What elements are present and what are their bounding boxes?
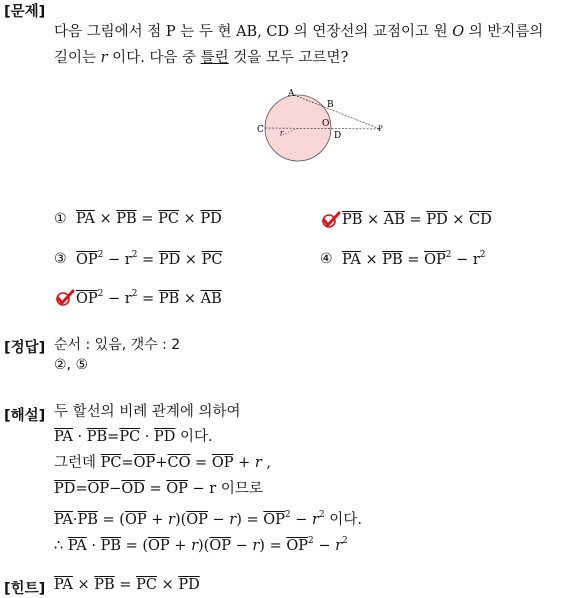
label-a: A xyxy=(288,89,295,99)
answer-label: [정답] xyxy=(4,340,46,356)
check-mark-icon xyxy=(54,289,76,307)
label-b: B xyxy=(327,100,334,110)
option-1-marker: ① xyxy=(54,211,67,227)
check-mark-icon xyxy=(320,211,342,229)
option-1-text: $\overline{PA} \times \overline{PB} = \overline{PC} \times \overline{PD}$ xyxy=(76,211,222,227)
explanation-label: [해설] xyxy=(4,408,46,424)
problem-line-1: 다음 그림에서 점 P 는 두 현 AB, CD 의 연장선의 교점이고 원 O 의 반지름의 xyxy=(54,24,544,40)
problem-line-2: 길이는 r 이다. 다음 중 틀린 것을 모두 고르면? xyxy=(54,50,349,66)
option-5-text: $\overline{OP}^2 - r^2 = \overline{PB} \times \overline{AB}$ xyxy=(76,289,222,307)
explanation-line-3: 그런데 $\overline{PC}=\overline{OP}+\overline{CO} = \overline{OP} + r$ , xyxy=(54,455,272,471)
option-3-marker: ③ xyxy=(54,251,67,267)
label-c: C xyxy=(257,125,264,135)
option-2[interactable] xyxy=(320,211,492,229)
explanation-line-4: $\overline{PD}=\overline{OP}-\overline{OD} = \overline{OP} - r$ 이므로 xyxy=(54,481,263,497)
option-4-text: $\overline{PA} \times \overline{PB} = \overline{OP}^2 - r^2$ xyxy=(342,250,486,268)
label-o: O xyxy=(322,119,330,129)
explanation-line-6: ∴ $\overline{PA} \cdot \overline{PB} = (\overline{OP} + r)(\overline{OP} - r) = \overline{OP}^2 - r^2$ xyxy=(54,536,348,554)
explanation-line-1: 두 할선의 비례 관계에 의하여 xyxy=(54,404,241,420)
label-p: P xyxy=(378,125,383,133)
option-3[interactable] xyxy=(54,250,222,268)
hint-label: [힌트] xyxy=(4,581,46,597)
option-2-text: $\overline{PB} \times \overline{AB} = \overline{PD} \times \overline{CD}$ xyxy=(342,212,492,228)
option-1[interactable] xyxy=(54,211,222,227)
option-4-marker: ④ xyxy=(320,251,333,267)
explanation-line-5: $\overline{PA}\cdot\overline{PB} = (\overline{OP} + r)(\overline{OP} - r) = \overline{OP}^2 - r^2$ 이다. xyxy=(54,510,362,528)
explanation-line-2: $\overline{PA} \cdot \overline{PB}=\overline{PC} \cdot \overline{PD}$ 이다. xyxy=(54,429,213,445)
option-3-text: $\overline{OP}^2 - r^2 = \overline{PD} \times \overline{PC}$ xyxy=(76,250,223,268)
answer-line-1: 순서 : 있음, 갯수 : 2 xyxy=(54,337,181,353)
option-5[interactable] xyxy=(54,289,222,307)
hint-text: $\overline{PA} \times \overline{PB} = \overline{PC} \times \overline{PD}$ xyxy=(54,577,200,593)
problem-label: [문제] xyxy=(4,4,46,20)
geometry-figure xyxy=(250,84,390,174)
answer-line-2: ②, ⑤ xyxy=(54,357,89,373)
label-d: D xyxy=(334,131,342,141)
label-r: r xyxy=(280,129,284,137)
option-4[interactable] xyxy=(320,250,486,268)
